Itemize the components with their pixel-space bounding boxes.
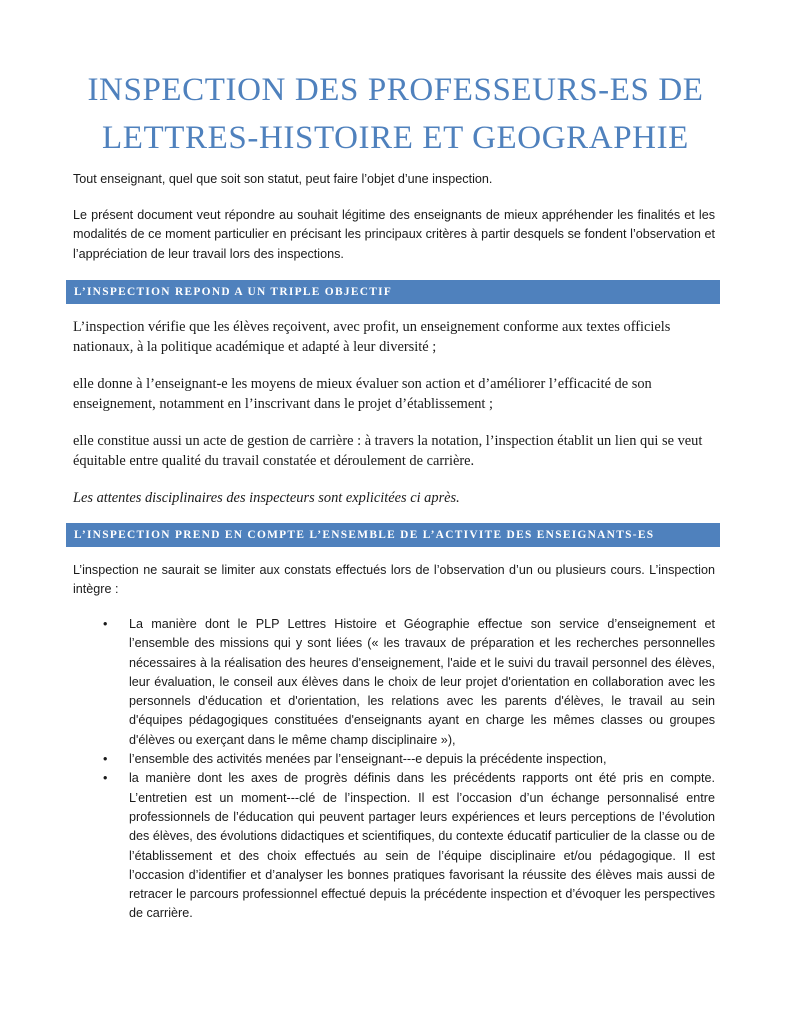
section-heading-triple-objectif: L’INSPECTION REPOND A UN TRIPLE OBJECTIF — [66, 280, 720, 304]
page-title — [0, 66, 791, 162]
bullet-icon: • — [103, 617, 108, 631]
list-item — [73, 769, 715, 923]
bullet-icon: • — [103, 752, 108, 767]
section2-bullet-list — [73, 615, 715, 924]
section1-paragraph-2: elle donne à l’enseignant-e les moyens de mieux évaluer son action et d’améliorer l’efficacité de son enseignement, notamment en l’inscrivant dans le projet d’établissement ; — [73, 376, 652, 412]
list-item — [73, 615, 715, 750]
section2-intro: L’inspection ne saurait se limiter aux constats effectués lors de l’observation d’un ou plusieurs cours. L’inspection intègre : — [73, 563, 715, 597]
section-heading-ensemble-activite: L’INSPECTION PREND EN COMPTE L’ENSEMBLE DE L’ACTIVITE DES ENSEIGNANTS-ES — [66, 523, 720, 547]
section1-paragraph-3: elle constitue aussi un acte de gestion de carrière : à travers la notation, l’inspection établit un lien qui se veut équitable entre qualité du travail constatée et déroulement de carrière. — [73, 433, 703, 469]
page-title-line-2: LETTRES-HISTOIRE ET GEOGRAPHIE — [102, 120, 689, 156]
page-title-line-1: INSPECTION DES PROFESSEURS-ES DE — [87, 72, 704, 108]
list-item-text: la manière dont les axes de progrès définis dans les précédents rapports ont été pris en compte. L’entretien est un moment---clé de l’inspection. Il est l’occasion d’un échange personnalisé entre professionnels de l’éducation qui peuvent partager leurs expériences et leurs perceptions de l’évolution des élèves, des évolutions didactiques et scientifiques, du contexte éducatif particulier de la classe ou de l’établissement et des choix effectués au sein de l’équipe disciplinaire et/ou pédagogique. Il est l’occasion d’identifier et d’analyser les bonnes pratiques favorisant la réussite des élèves mais aussi de retracer le parcours professionnel effectué depuis la précédente inspection et d’évoquer les perspectives de carrière. — [129, 771, 715, 921]
intro-paragraph-1: Tout enseignant, quel que soit son statut, peut faire l’objet d’une inspection. — [73, 172, 493, 186]
section1-paragraph-1: L’inspection vérifie que les élèves reçoivent, avec profit, un enseignement conforme aux textes officiels nationaux, à la politique académique et adapté à leur diversité ; — [73, 319, 671, 355]
list-item-text: La manière dont le PLP Lettres Histoire et Géographie effectue son service d’enseignement et l’ensemble des missions qui y sont liées (« les travaux de préparation et les recherches personnelles nécessaires à la réalisation des heures d'enseignement, l'aide et le suivi du travail personnel des élèves, leur évaluation, le conseil aux élèves dans le choix de leur projet d'orientation en collaboration avec les personnels d'éducation et d'orientation, les relations avec les parents d'élèves, le travail au sein d'équipes pédagogiques constituées d'enseignants ayant en charge les mêmes classes ou groupes d'élèves ou exerçant dans le même champ disciplinaire »), — [129, 617, 715, 747]
bullet-icon: • — [103, 771, 108, 786]
list-item-text: l’ensemble des activités menées par l’enseignant---e depuis la précédente inspection, — [129, 752, 607, 767]
section1-note: Les attentes disciplinaires des inspecteurs sont explicitées ci après. — [73, 490, 460, 506]
list-item — [73, 750, 715, 769]
intro-paragraph-2: Le présent document veut répondre au souhait légitime des enseignants de mieux appréhender les finalités et les modalités de ce moment particulier en précisant les principaux critères à partir desquels se fondent l’observation et l’appréciation de leur travail lors des inspections. — [73, 208, 715, 261]
